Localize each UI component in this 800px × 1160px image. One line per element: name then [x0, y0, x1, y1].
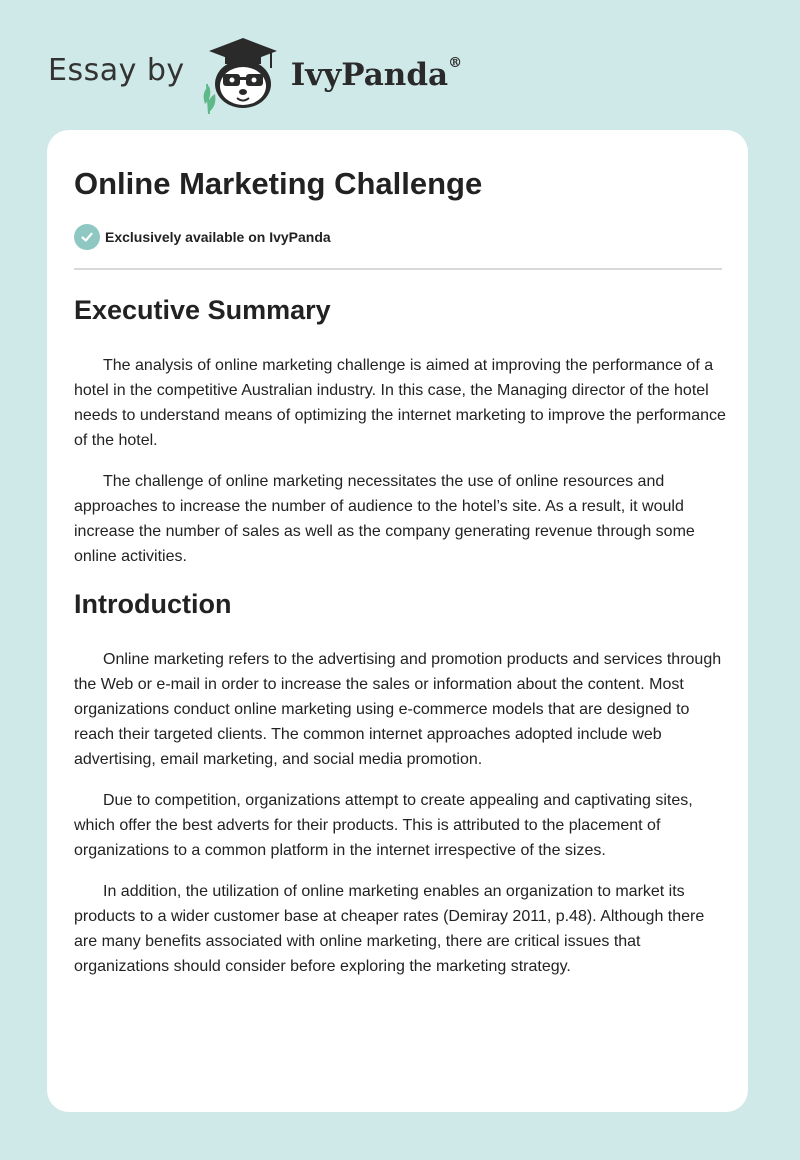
section-heading-introduction: Introduction: [74, 589, 232, 619]
paragraph: The analysis of online marketing challenge is aimed at improving the performance of a hotel in the competitive Australian industry. In this case, the Managing director of the hotel needs to understand means of optimizing the internet marketing to improve the performance of the hotel.: [74, 357, 726, 449]
paragraph: In addition, the utilization of online marketing enables an organization to market its products to a wider customer base at cheaper rates (Demiray 2011, p.48). Although there are many benefits associated with online marketing, there are critical issues that organizations should consider before exploring the marketing strategy.: [74, 883, 705, 975]
paragraph: Due to competition, organizations attempt to create appealing and captivating sites, which offer the best adverts for their products. This is attributed to the placement of organizations to a common platform in the internet irrespective of the sizes.: [74, 792, 693, 859]
essay-by-label: Essay by: [48, 52, 185, 88]
panda-logo-icon[interactable]: [197, 34, 289, 114]
paragraph: Online marketing refers to the advertising and promotion products and services through the Web or e-mail in order to increase the sales or information about the content. Most organizations conduct online marketing using e-commerce models that are designed to reach their targeted clients. The common internet approaches adopted include web advertising, email marketing, and social media promotion.: [74, 651, 722, 768]
exclusive-label: Exclusively available on IvyPanda: [105, 229, 331, 245]
page-title: Online Marketing Challenge: [74, 166, 483, 201]
site-header: [48, 34, 462, 114]
section-heading-executive-summary: Executive Summary: [74, 295, 331, 325]
document-card: [47, 130, 748, 1112]
check-circle-icon: [74, 224, 100, 250]
paragraph: The challenge of online marketing necessitates the use of online resources and approaches to increase the number of audience to the hotel’s site. As a result, it would increase the number of sales as well as the company generating revenue through some online activities.: [74, 473, 695, 565]
divider: [74, 268, 722, 270]
registered-mark: ®: [448, 55, 463, 71]
exclusive-badge: [74, 223, 721, 251]
brand-name[interactable]: IvyPanda®: [290, 55, 463, 93]
